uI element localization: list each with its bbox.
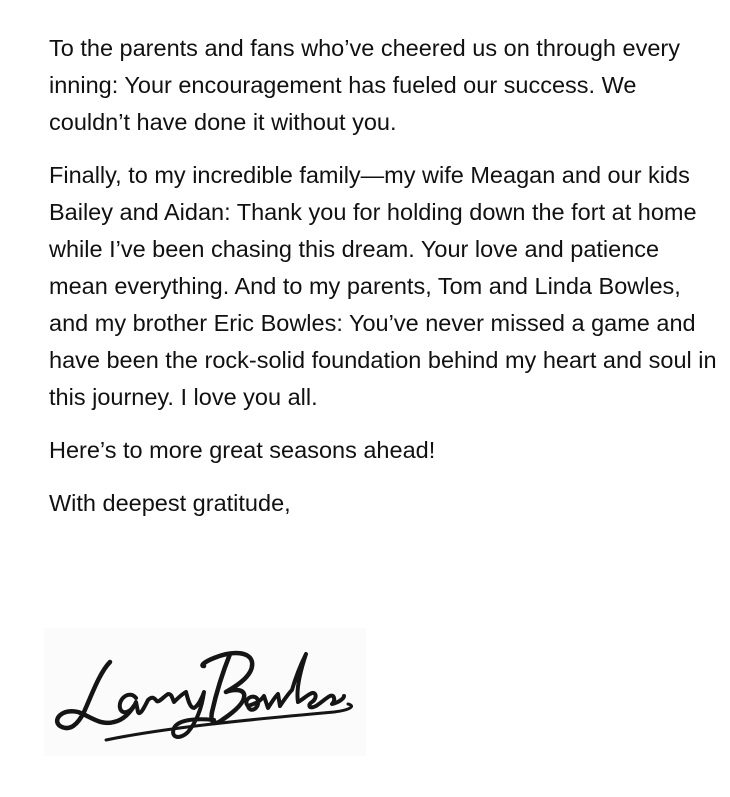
paragraph-closing: With deepest gratitude,: [49, 490, 291, 516]
paragraph-seasons-ahead: Here’s to more great seasons ahead!: [49, 437, 436, 463]
paragraph-parents-fans: To the parents and fans who’ve cheered us on through every inning: Your encouragement has fueled our success. We couldn’t have done it without you.: [49, 35, 680, 135]
letter-body: [49, 30, 721, 538]
signature-image: [44, 628, 366, 756]
signature-drawing: [44, 628, 366, 756]
paragraph-family: Finally, to my incredible family—my wife Meagan and our kids Bailey and Aidan: Thank you for holding down the fort at home while I’ve been chasing this dream. Your love and patience mean everything. And to my parents, Tom and Linda Bowles, and my brother Eric Bowles: You’ve never missed a game and have been the rock-solid foundation behind my heart and soul in this journey. I love you all.: [49, 162, 717, 410]
